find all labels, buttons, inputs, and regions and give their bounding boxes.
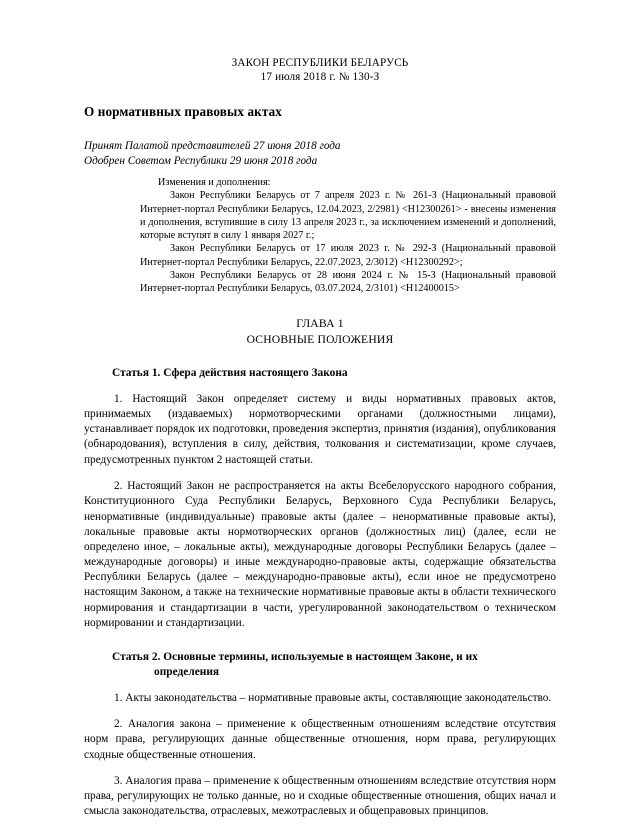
adoption-block <box>84 139 556 169</box>
amendments-lead: Изменения и дополнения: <box>158 177 271 189</box>
article-2-heading-text: Статья 2. Основные термины, используемые в настоящем Законе, и их <box>112 651 478 663</box>
adopted-by-house-line: Принят Палатой представителей 27 июня 2018 года <box>84 140 341 153</box>
article-2-paragraph-3: 3. Аналогия права – применение к общественным отношениям вследствие отсутствия норм права, регулирующих не только данные, но и сходные общественные отношения, общих начал и смысла законодательства, отраслевых, межотраслевых и общеправовых принципов. <box>84 775 556 818</box>
article-2-paragraph-2: 2. Аналогия закона – применение к общественным отношениям вследствие отсутствия норм права, регулирующих данные общественные отношения, норм права, регулирующих сходные общественные отношения. <box>84 718 556 761</box>
article-2-heading <box>112 650 556 680</box>
amendment-item: Закон Республики Беларусь от 17 июля 2023 г. № 292-З (Национальный правовой Интернет-портал Республики Беларусь, 22.07.2023, 2/3012) <H12300292>; <box>140 243 556 268</box>
article-1-heading-text: Статья 1. Сфера действия настоящего Закона <box>112 367 348 380</box>
document-header <box>84 56 556 84</box>
article-1-heading <box>112 366 556 381</box>
law-type-line: ЗАКОН РЕСПУБЛИКИ БЕЛАРУСЬ <box>231 57 409 69</box>
chapter-heading <box>84 316 556 347</box>
article-1-paragraph-1: 1. Настоящий Закон определяет систему и виды нормативных правовых актов, принимаемых (издаваемых) нормотворческими органами (должностными лицами), устанавливает порядок их подготовки, проведения экспертиз, принятия (издания), опубликования (обнародования), вступления в силу, действия, толкования и систематизации, кроме случаев, предусмотренных пунктом 2 настоящей статьи. <box>84 392 556 466</box>
article-2-heading-second-line: определения <box>154 665 220 678</box>
article-2-paragraph-1: 1. Акты законодательства – нормативные правовые акты, составляющие законодательство. <box>114 691 552 704</box>
amendment-item: Закон Республики Беларусь от 28 июня 2024 г. № 15-З (Национальный правовой Интернет-портал Республики Беларусь, 03.07.2024, 2/3101) <H12400015> <box>140 269 556 295</box>
amendment-item: Закон Республики Беларусь от 7 апреля 2023 г. № 261-З (Национальный правовой Интернет-портал Республики Беларусь, 12.04.2023, 2/2981) <H12300261> - внесены изменения и дополнения, вступившие в силу 13 апреля 2023 г., за исключением изменений и дополнений, которые вступят в силу 1 января 2027 г.; <box>140 190 556 242</box>
chapter-number: ГЛАВА 1 <box>296 317 344 331</box>
page-title: О нормативных правовых актах <box>84 104 282 120</box>
law-date-line: 17 июля 2018 г. № 130-З <box>260 71 380 84</box>
article-1-paragraph-2: 2. Настоящий Закон не распространяется на акты Всебелорусского народного собрания, Конституционного Суда Республики Беларусь, Верховного Суда Республики Беларусь, ненормативные (индивидуальные) правовые акты (далее – ненормативные правовые акты), локальные правовые акты нормотворческих органов (должностных лиц) (далее, если не определено иное, – локальные акты), международные договоры Республики Беларусь (далее – международные договоры) и иные международно-правовые акты, содержащие обязательства Республики Беларусь (далее – международно-правовые акты), если иное не предусмотрено настоящим Законом, а также на технические нормативные правовые акты в области технического нормирования и стандартизации в части, урегулированной законодательством о техническом нормировании и стандартизации. <box>84 480 556 629</box>
amendments-block <box>140 176 556 295</box>
approved-by-council-line: Одобрен Советом Республики 29 июня 2018 года <box>84 155 318 168</box>
chapter-name: ОСНОВНЫЕ ПОЛОЖЕНИЯ <box>246 332 394 346</box>
